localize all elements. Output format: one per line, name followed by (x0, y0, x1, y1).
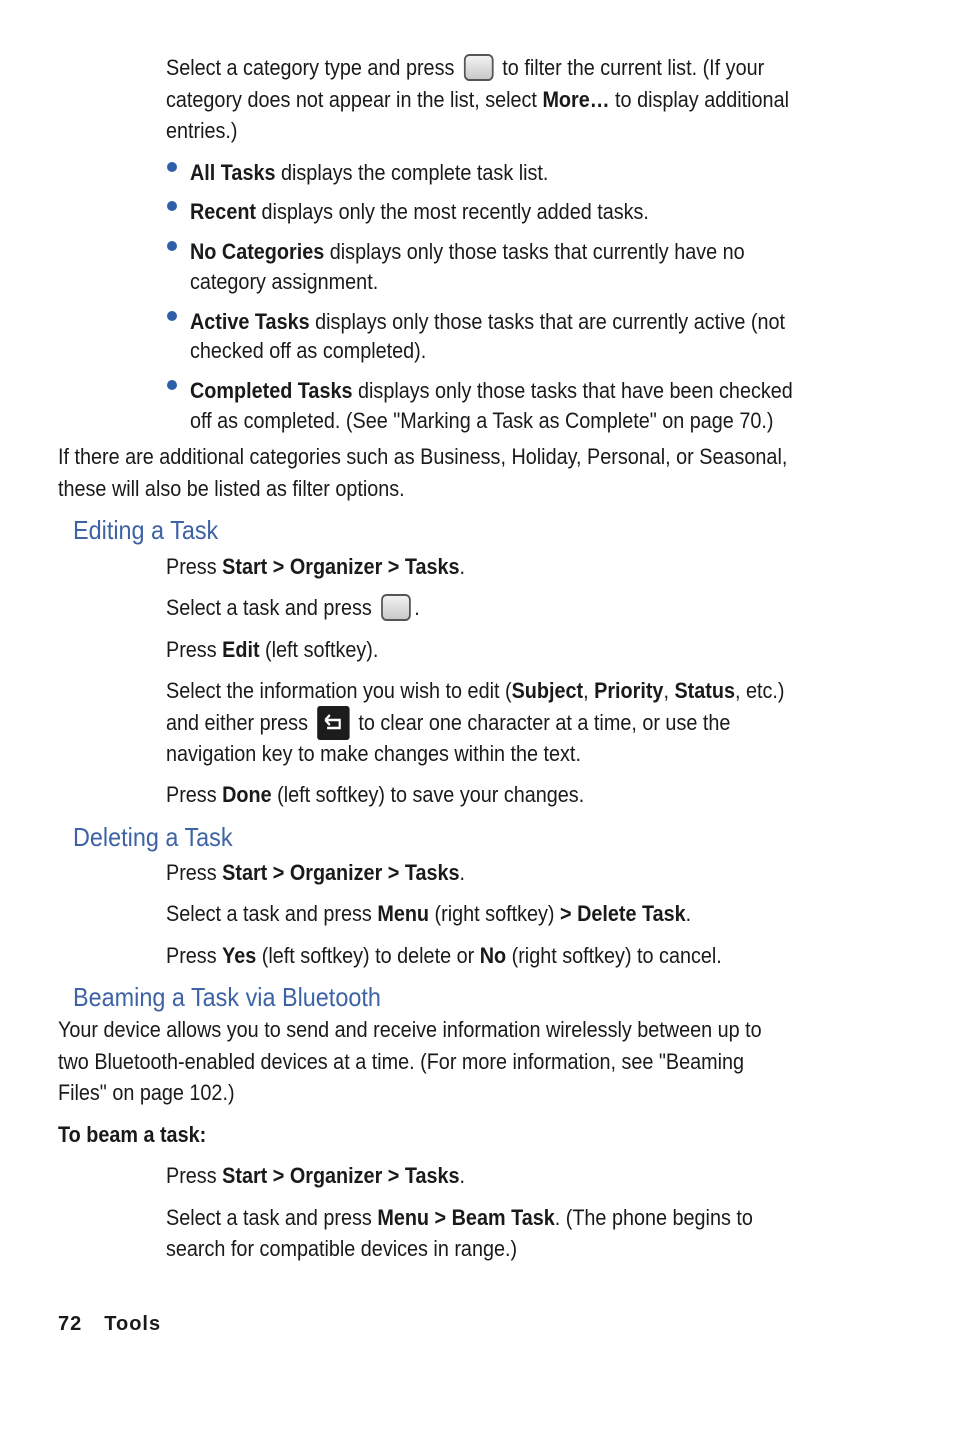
additional-categories-line-1: If there are additional categories such as Business, Holiday, Personal, or Seasonal, (58, 444, 788, 469)
bullet-no-categories-cont: category assignment. (190, 269, 379, 294)
bullet-active-tasks-cont: checked off as completed). (190, 338, 427, 363)
deleting-step-2: Select a task and press Menu (right softkey) > Delete Task. (166, 901, 692, 926)
bullet-dot (167, 241, 177, 251)
to-beam-subheading: To beam a task: (58, 1122, 207, 1147)
bullet-dot (167, 380, 177, 390)
heading-editing-a-task: Editing a Task (73, 515, 219, 545)
bullet-all-tasks: All Tasks displays the complete task list. (190, 160, 549, 185)
bullet-dot (167, 311, 177, 321)
beaming-step-1: Press Start > Organizer > Tasks. (166, 1163, 466, 1188)
bullet-active-tasks: Active Tasks displays only those tasks that are currently active (not (190, 309, 786, 334)
page-footer (58, 1313, 183, 1336)
bullet-dot (167, 201, 177, 211)
deleting-step-1: Press Start > Organizer > Tasks. (166, 860, 466, 885)
section-name: Tools (104, 1313, 162, 1335)
bullet-completed-tasks: Completed Tasks displays only those tasks that have been checked (190, 378, 793, 403)
bullet-recent: Recent displays only the most recently added tasks. (190, 199, 649, 224)
additional-categories-line-2: these will also be listed as filter options. (58, 476, 405, 501)
bullet-completed-tasks-cont: off as completed. (See "Marking a Task as Complete" on page 70.) (190, 408, 774, 433)
filter-intro-line-1: Select a category type and press to filter the current list. (If your (166, 55, 765, 80)
beaming-intro-line-3: Files" on page 102.) (58, 1080, 235, 1105)
deleting-step-3: Press Yes (left softkey) to delete or No (right softkey) to cancel. (166, 943, 722, 968)
bullet-no-categories: No Categories displays only those tasks that currently have no (190, 239, 745, 264)
beaming-intro-line-1: Your device allows you to send and receive information wirelessly between up to (58, 1017, 762, 1042)
editing-step-4-line-1: Select the information you wish to edit (Subject, Priority, Status, etc.) (166, 678, 785, 703)
beaming-step-2-line-2: search for compatible devices in range.) (166, 1236, 518, 1261)
editing-step-3: Press Edit (left softkey). (166, 637, 379, 662)
back-key-icon (317, 706, 349, 740)
select-key-icon (463, 54, 493, 81)
bullet-dot (167, 162, 177, 172)
editing-step-4-line-2: and either press to clear one character at a time, or use the (166, 706, 730, 740)
filter-intro-line-3: entries.) (166, 118, 238, 143)
page-number: 72 (58, 1313, 83, 1335)
editing-step-2: Select a task and press . (166, 595, 420, 620)
editing-step-1: Press Start > Organizer > Tasks. (166, 554, 466, 579)
heading-deleting-a-task: Deleting a Task (73, 822, 233, 852)
beaming-intro-line-2: two Bluetooth-enabled devices at a time. (For more information, see "Beaming (58, 1049, 745, 1074)
heading-beaming-a-task: Beaming a Task via Bluetooth (73, 982, 381, 1012)
filter-intro-line-2: category does not appear in the list, select More… to display additional (166, 87, 789, 112)
editing-step-5: Press Done (left softkey) to save your changes. (166, 782, 585, 807)
editing-step-4-line-3: navigation key to make changes within the text. (166, 741, 581, 766)
select-key-icon (381, 594, 411, 621)
beaming-step-2-line-1: Select a task and press Menu > Beam Task. (The phone begins to (166, 1205, 753, 1230)
